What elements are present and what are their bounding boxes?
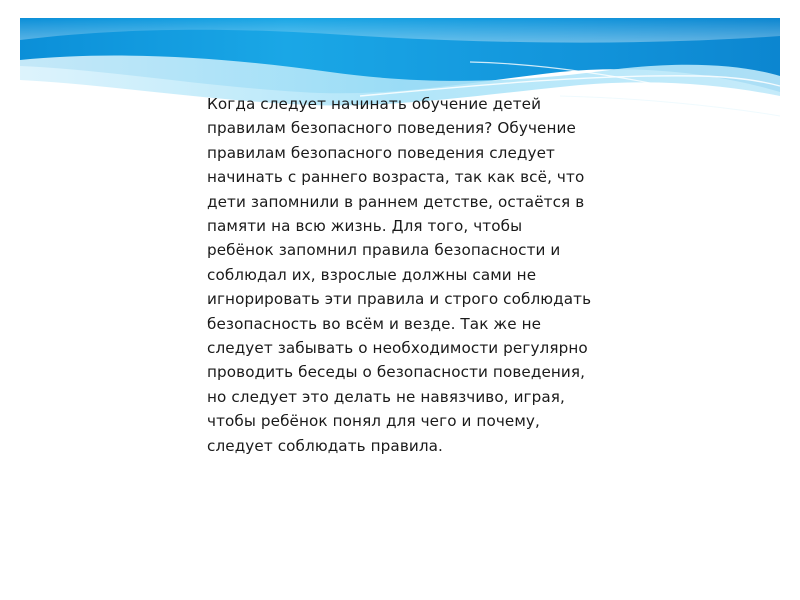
wave-streak-3 (560, 96, 780, 116)
slide-body-text: Когда следует начинать обучение детей правилам безопасного поведения? Обучение правилам безопасного поведения следует начинать с раннего возраста, так как всё, что дети запомнили в раннем детстве, остаётся в памяти на всю жизнь. Для того, чтобы ребёнок запомнил правила безопасности и соблюдал их, взрослые должны сами не игнорировать эти правила и строго соблюдать безопасность во всём и везде. Так же не следует забывать о необходимости регулярно проводить беседы о безопасности поведения, но следует это делать не навязчиво, играя, чтобы ребёнок понял для чего и почему, следует соблюдать правила. (207, 95, 592, 455)
